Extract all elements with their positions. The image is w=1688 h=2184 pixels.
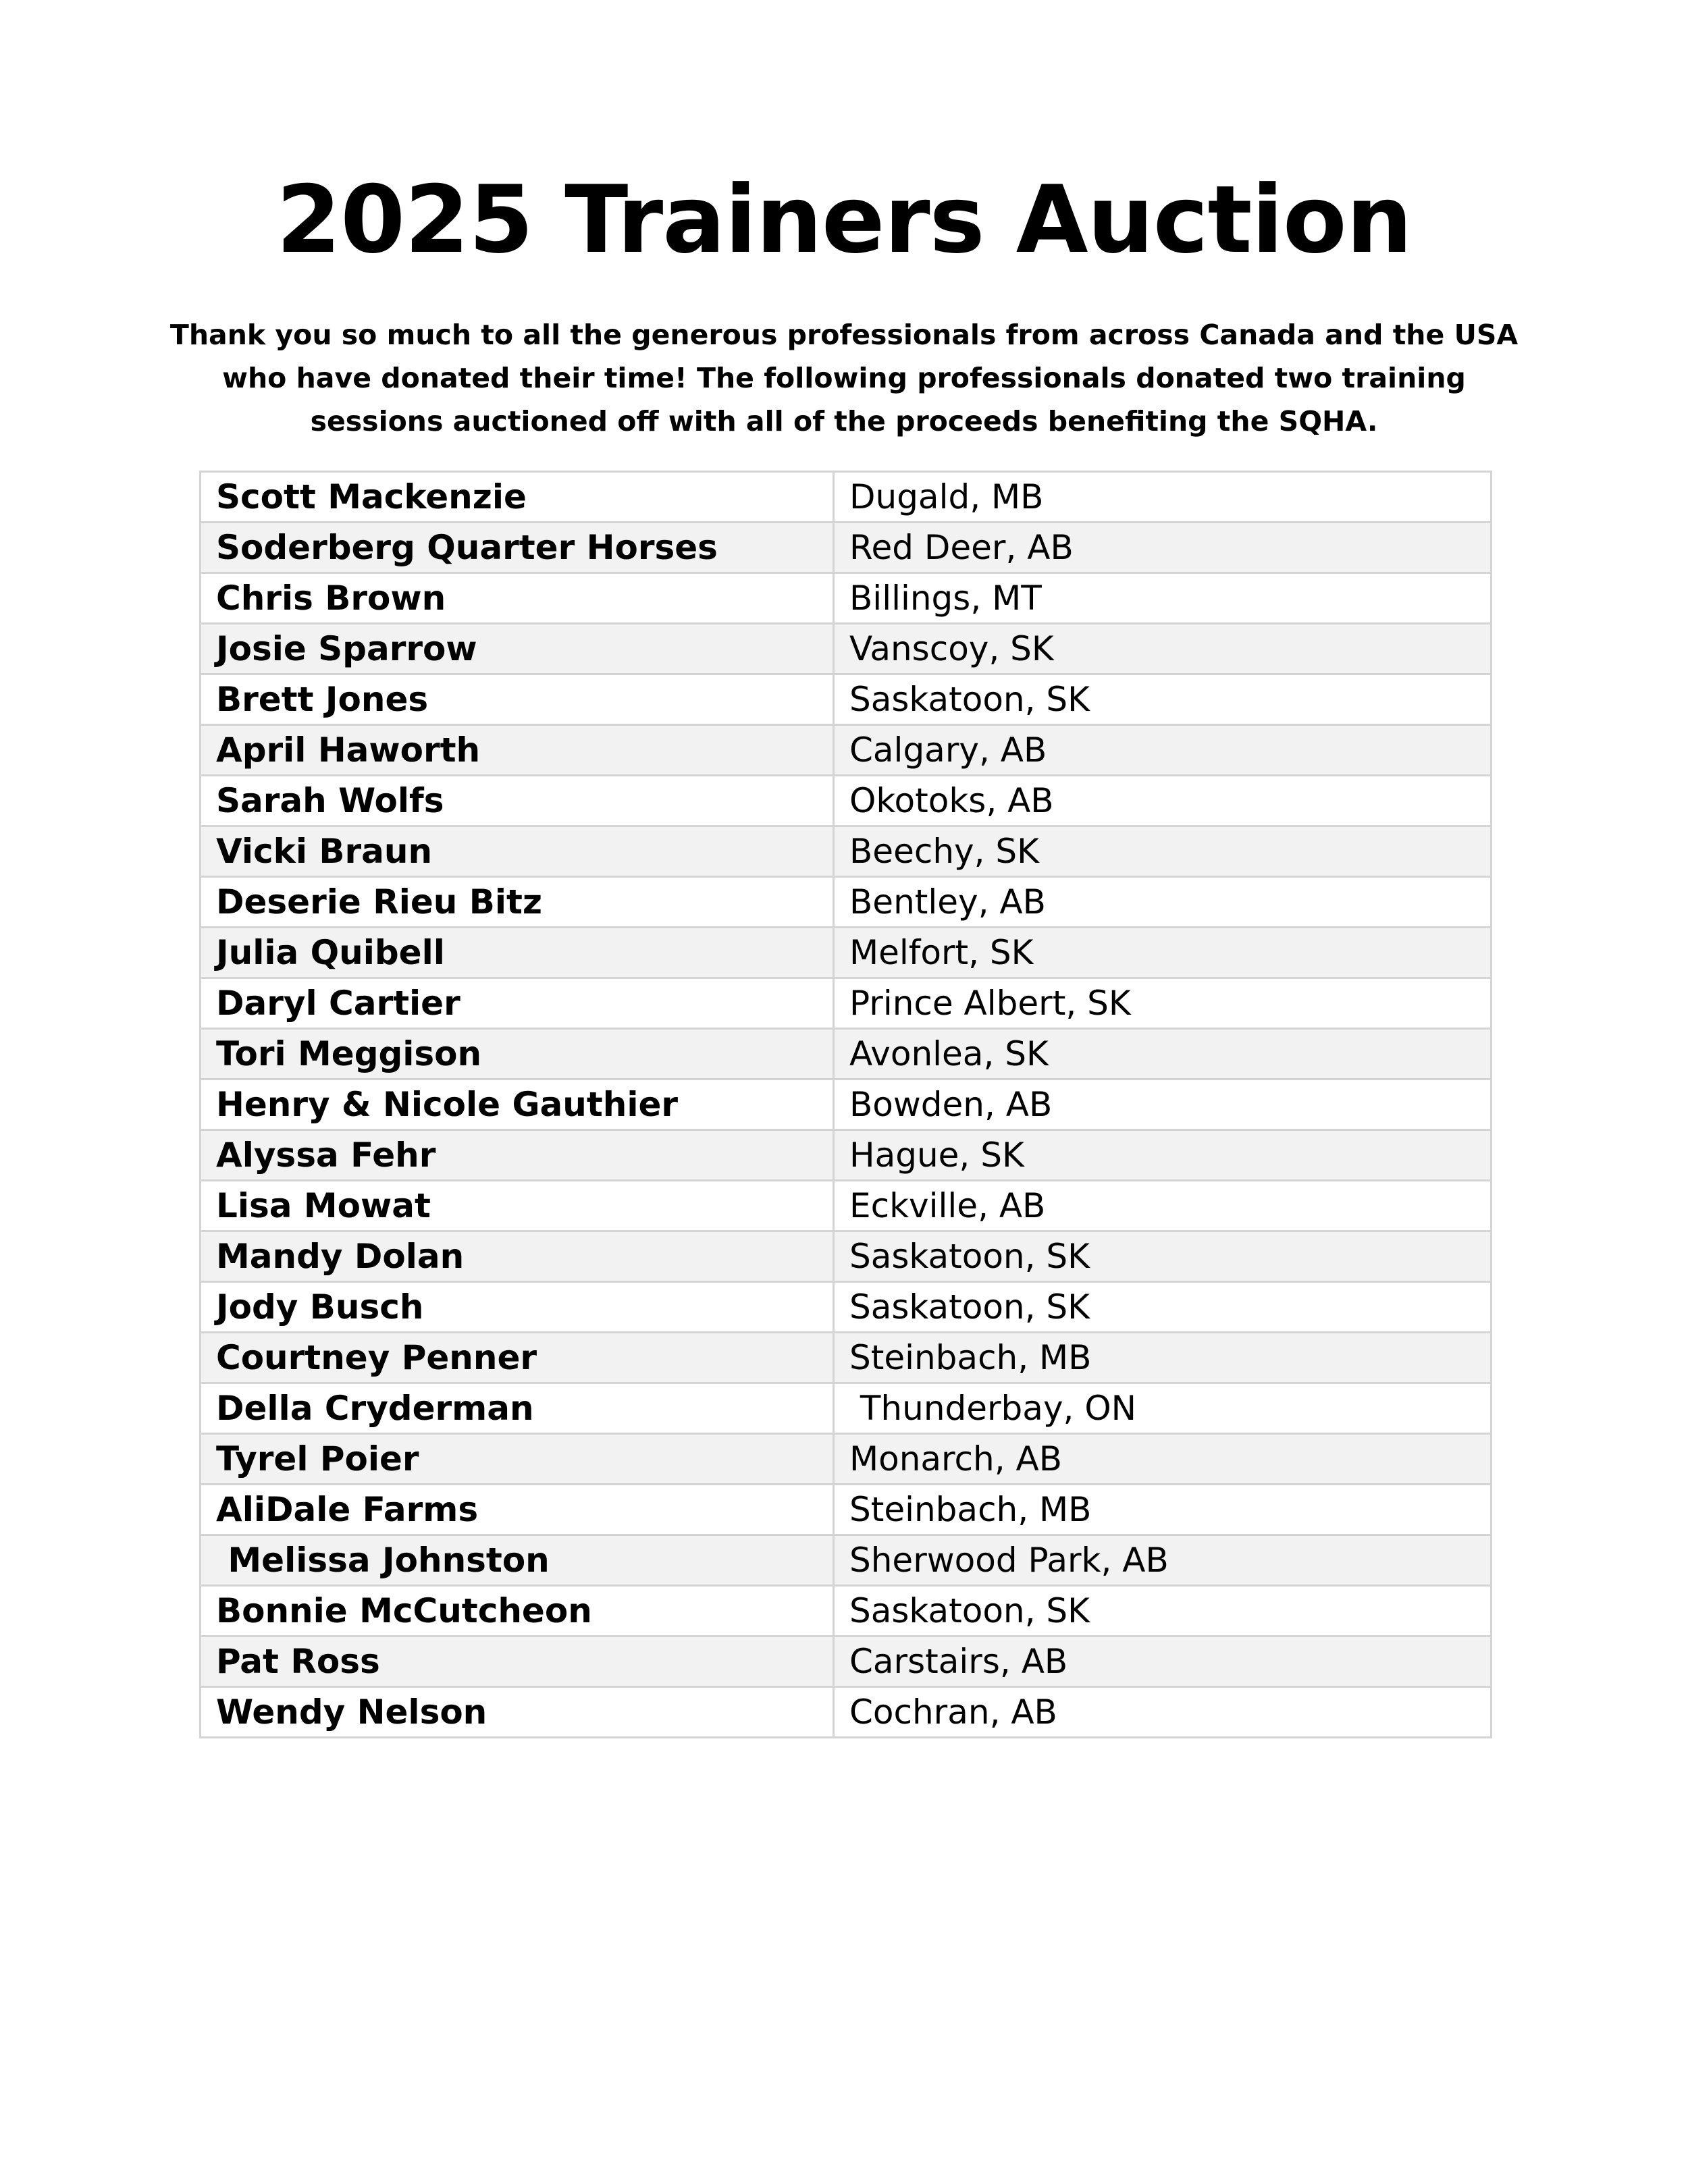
- trainer-location-cell: Sherwood Park, AB: [834, 1535, 1492, 1586]
- trainer-location-cell: Saskatoon, SK: [834, 1586, 1492, 1636]
- trainer-name-cell: Henry & Nicole Gauthier: [201, 1080, 834, 1130]
- table-row: [201, 1282, 1492, 1333]
- trainer-name-cell: Soderberg Quarter Horses: [201, 523, 834, 573]
- table-row: [201, 1535, 1492, 1586]
- trainer-name-cell: Vicki Braun: [201, 826, 834, 877]
- trainer-location-cell: Vanscoy, SK: [834, 624, 1492, 674]
- trainer-name-cell: Scott Mackenzie: [201, 472, 834, 523]
- trainer-name-cell: Jody Busch: [201, 1282, 834, 1333]
- table-row: [201, 1434, 1492, 1485]
- trainer-location-cell: Saskatoon, SK: [834, 1231, 1492, 1282]
- trainer-name-cell: Josie Sparrow: [201, 624, 834, 674]
- trainer-location-cell: Avonlea, SK: [834, 1029, 1492, 1080]
- trainer-name-cell: Courtney Penner: [201, 1333, 834, 1383]
- trainer-name-cell: Tori Meggison: [201, 1029, 834, 1080]
- trainer-location-cell: Calgary, AB: [834, 725, 1492, 776]
- table-row: [201, 877, 1492, 928]
- table-row: [201, 472, 1492, 523]
- trainer-location-cell: Red Deer, AB: [834, 523, 1492, 573]
- trainer-location-cell: Steinbach, MB: [834, 1333, 1492, 1383]
- trainer-name-cell: Chris Brown: [201, 573, 834, 624]
- trainer-location-cell: Thunderbay, ON: [834, 1383, 1492, 1434]
- trainer-name-cell: Deserie Rieu Bitz: [201, 877, 834, 928]
- table-row: [201, 1231, 1492, 1282]
- trainer-location-cell: Bowden, AB: [834, 1080, 1492, 1130]
- table-row: [201, 978, 1492, 1029]
- trainer-location-cell: Monarch, AB: [834, 1434, 1492, 1485]
- table-row: [201, 573, 1492, 624]
- trainer-location-cell: Hague, SK: [834, 1130, 1492, 1181]
- trainer-name-cell: Mandy Dolan: [201, 1231, 834, 1282]
- trainer-location-cell: Saskatoon, SK: [834, 674, 1492, 725]
- table-row: [201, 725, 1492, 776]
- table-row: [201, 1130, 1492, 1181]
- trainer-name-cell: Wendy Nelson: [201, 1687, 834, 1738]
- trainer-name-cell: Julia Quibell: [201, 928, 834, 978]
- trainer-name-cell: Melissa Johnston: [201, 1535, 834, 1586]
- table-row: [201, 1181, 1492, 1231]
- table-row: [201, 1080, 1492, 1130]
- trainer-name-cell: Pat Ross: [201, 1636, 834, 1687]
- table-row: [201, 624, 1492, 674]
- table-row: [201, 776, 1492, 826]
- trainer-location-cell: Bentley, AB: [834, 877, 1492, 928]
- trainer-name-cell: AliDale Farms: [201, 1485, 834, 1535]
- table-row: [201, 928, 1492, 978]
- trainer-location-cell: Prince Albert, SK: [834, 978, 1492, 1029]
- trainer-name-cell: Brett Jones: [201, 674, 834, 725]
- trainer-location-cell: Beechy, SK: [834, 826, 1492, 877]
- trainer-name-cell: Tyrel Poier: [201, 1434, 834, 1485]
- table-row: [201, 674, 1492, 725]
- trainer-location-cell: Okotoks, AB: [834, 776, 1492, 826]
- trainer-location-cell: Saskatoon, SK: [834, 1282, 1492, 1333]
- trainer-location-cell: Eckville, AB: [834, 1181, 1492, 1231]
- trainer-name-cell: Daryl Cartier: [201, 978, 834, 1029]
- table-row: [201, 1333, 1492, 1383]
- trainer-location-cell: Melfort, SK: [834, 928, 1492, 978]
- table-row: [201, 1687, 1492, 1738]
- trainer-name-cell: Alyssa Fehr: [201, 1130, 834, 1181]
- table-row: [201, 1586, 1492, 1636]
- table-row: [201, 523, 1492, 573]
- table-row: [201, 1383, 1492, 1434]
- intro-paragraph: Thank you so much to all the generous professionals from across Canada and the USA who have donated their time! The following professionals donated two training sessions auctioned off with all of the proceeds benefiting the SQHA.: [169, 319, 1519, 437]
- table-row: [201, 826, 1492, 877]
- trainer-name-cell: Bonnie McCutcheon: [201, 1586, 834, 1636]
- trainer-name-cell: Sarah Wolfs: [201, 776, 834, 826]
- trainer-location-cell: Carstairs, AB: [834, 1636, 1492, 1687]
- trainers-table: [199, 471, 1492, 1738]
- trainers-table-body: [201, 472, 1492, 1738]
- page-title: 2025 Trainers Auction: [276, 165, 1412, 274]
- trainer-location-cell: Dugald, MB: [834, 472, 1492, 523]
- trainer-name-cell: Lisa Mowat: [201, 1181, 834, 1231]
- table-row: [201, 1636, 1492, 1687]
- table-row: [201, 1029, 1492, 1080]
- trainer-name-cell: April Haworth: [201, 725, 834, 776]
- trainer-location-cell: Cochran, AB: [834, 1687, 1492, 1738]
- trainer-name-cell: Della Cryderman: [201, 1383, 834, 1434]
- table-row: [201, 1485, 1492, 1535]
- trainer-location-cell: Steinbach, MB: [834, 1485, 1492, 1535]
- trainer-location-cell: Billings, MT: [834, 573, 1492, 624]
